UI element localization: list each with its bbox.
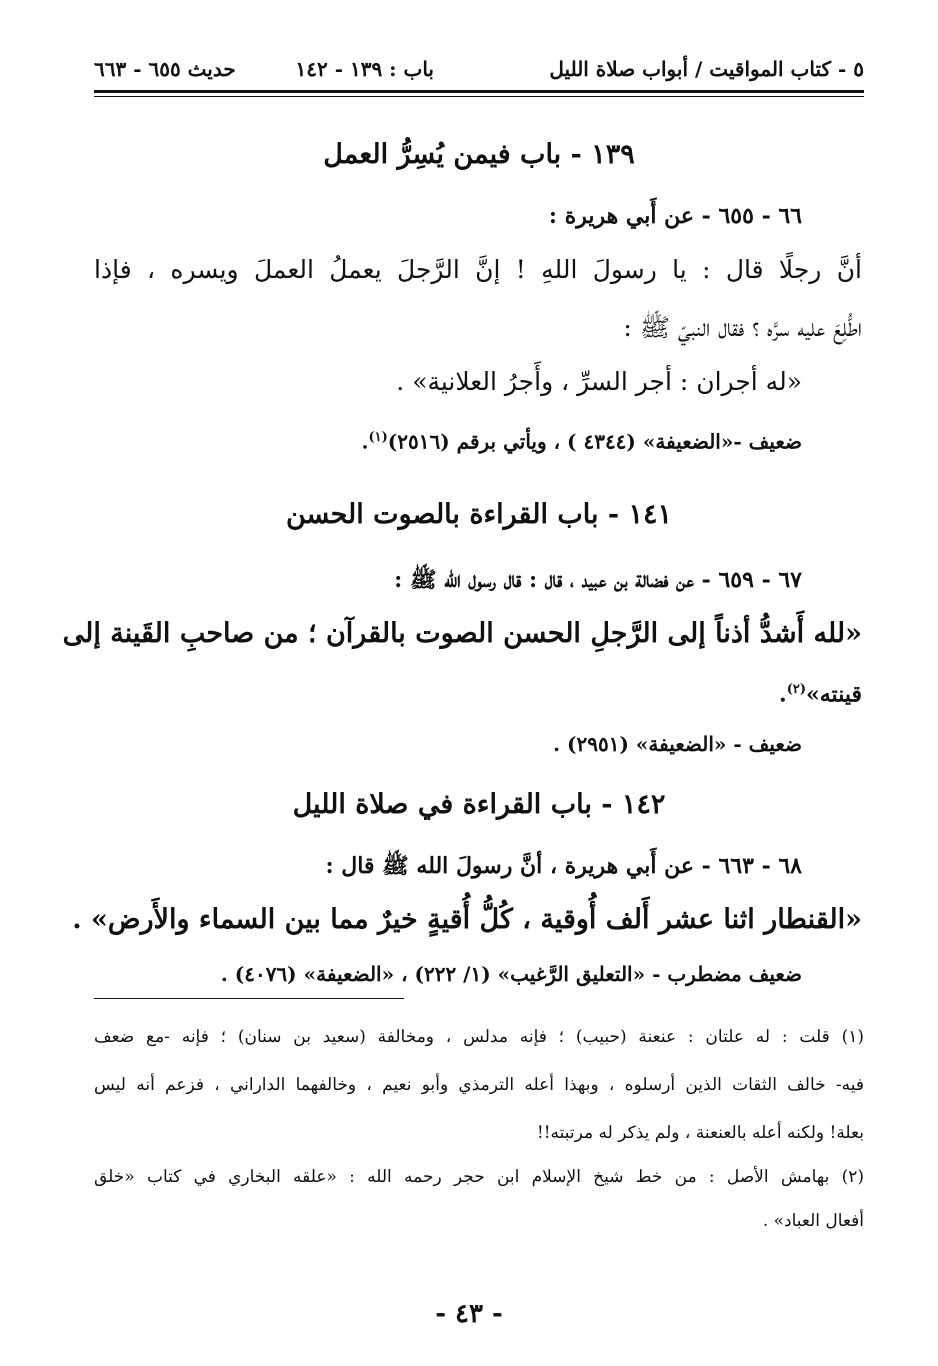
- hadith-grade: [94, 418, 802, 462]
- hadith-isnad-67: ٦٧ - ٦٥٩ - عن فضالة بن عبيد ، قال : قال رسول الله ﷺ :: [394, 567, 802, 593]
- chapter-title-141: ١٤١ - باب القراءة بالصوت الحسن: [285, 499, 673, 530]
- footnote-line: (٢) بهامش الأصل : من خط شيخ الإسلام ابن حجر رحمه الله : «علقه البخاري في كتاب «خلق: [94, 1167, 864, 1187]
- footnote-line: أفعال العباد» .: [762, 1211, 864, 1231]
- matn-text: قينته»: [806, 681, 862, 708]
- grade-text: ضعيف -«الضعيفة» (٤٣٤٤ ) ، ويأتي برقم (٢٥١٦): [387, 429, 802, 454]
- footnote-line: فيه- خالف الثقات الذين أرسلوه ، وبهذا أعله الترمذي وأبو نعيم ، وخالفهما الداراني ، فزعم أنه ليس: [94, 1075, 864, 1095]
- footnote-separator: [94, 998, 404, 999]
- hadith-matn: «له أجران : أجر السرِّ ، وأَجرُ العلانية» .: [396, 367, 802, 396]
- footnote-line: بعلة! ولكنه أعله بالعنعنة ، ولم يذكر له مرتبته!!: [536, 1123, 864, 1143]
- grade-end: .: [361, 429, 369, 454]
- hadith-matn: «القنطار اثنا عشر أَلف أُوقية ، كُلُّ أُقيةٍ خيرٌ مما بين السماء والأَرض» .: [72, 904, 862, 935]
- hadith-isnad-68: ٦٨ - ٦٦٣ - عن أَبي هريرة ، أنَّ رسولَ الله ﷺ قال :: [325, 853, 802, 879]
- matn-end: .: [779, 681, 787, 708]
- chapter-title-139: ١٣٩ - باب فيمن يُسِرُّ العمل: [323, 139, 635, 170]
- hadith-isnad-66: ٦٦ - ٦٥٥ - عن أَبي هريرة :: [548, 203, 802, 229]
- page-number: - ٤٣ -: [435, 1299, 503, 1329]
- hadith-matn-line: [94, 670, 862, 714]
- hadith-grade: ضعيف مضطرب - «التعليق الرَّغيب» (١/ ٢٢٢) ، «الضعيفة» (٤٠٧٦) .: [220, 962, 802, 986]
- hadith-matn-line: «لله أَشدُّ أذناً إلى الرَّجلِ الحسن الصوت بالقرآن ؛ من صاحبِ القَينة إلى: [62, 618, 862, 649]
- hadith-text-line: أنَّ رجلًا قال : يا رسولَ اللهِ ! إنَّ الرَّجلَ يعملُ العملَ ويسره ، فإذا: [94, 255, 862, 284]
- header-hadith-range: حديث ٦٥٥ - ٦٦٣: [94, 57, 236, 81]
- footnote-marker: (٢): [786, 682, 807, 697]
- chapter-title-142: ١٤٢ - باب القراءة في صلاة الليل: [292, 789, 666, 820]
- header-rule-thick: [94, 90, 864, 93]
- running-header: [94, 52, 864, 86]
- hadith-grade: ضعيف - «الضعيفة» (٢٩٥١) .: [553, 732, 802, 756]
- footnote-line: (١) قلت : له علتان : عنعنة (حبيب) ؛ فإنه مدلس ، ومخالفة (سعيد بن سنان) ؛ فإنه -مع ضعف: [94, 1027, 864, 1047]
- footnote-marker: (١): [368, 430, 388, 445]
- header-book-title: ٥ - كتاب المواقيت / أبواب صلاة الليل: [549, 57, 864, 81]
- hadith-text-line: اطُّلِعَ عليه سرَّه ؟ فقال النبيّ ﷺ :: [623, 313, 862, 342]
- header-chapter-range: باب : ١٣٩ - ١٤٢: [295, 57, 434, 81]
- header-rule-thin: [94, 96, 864, 97]
